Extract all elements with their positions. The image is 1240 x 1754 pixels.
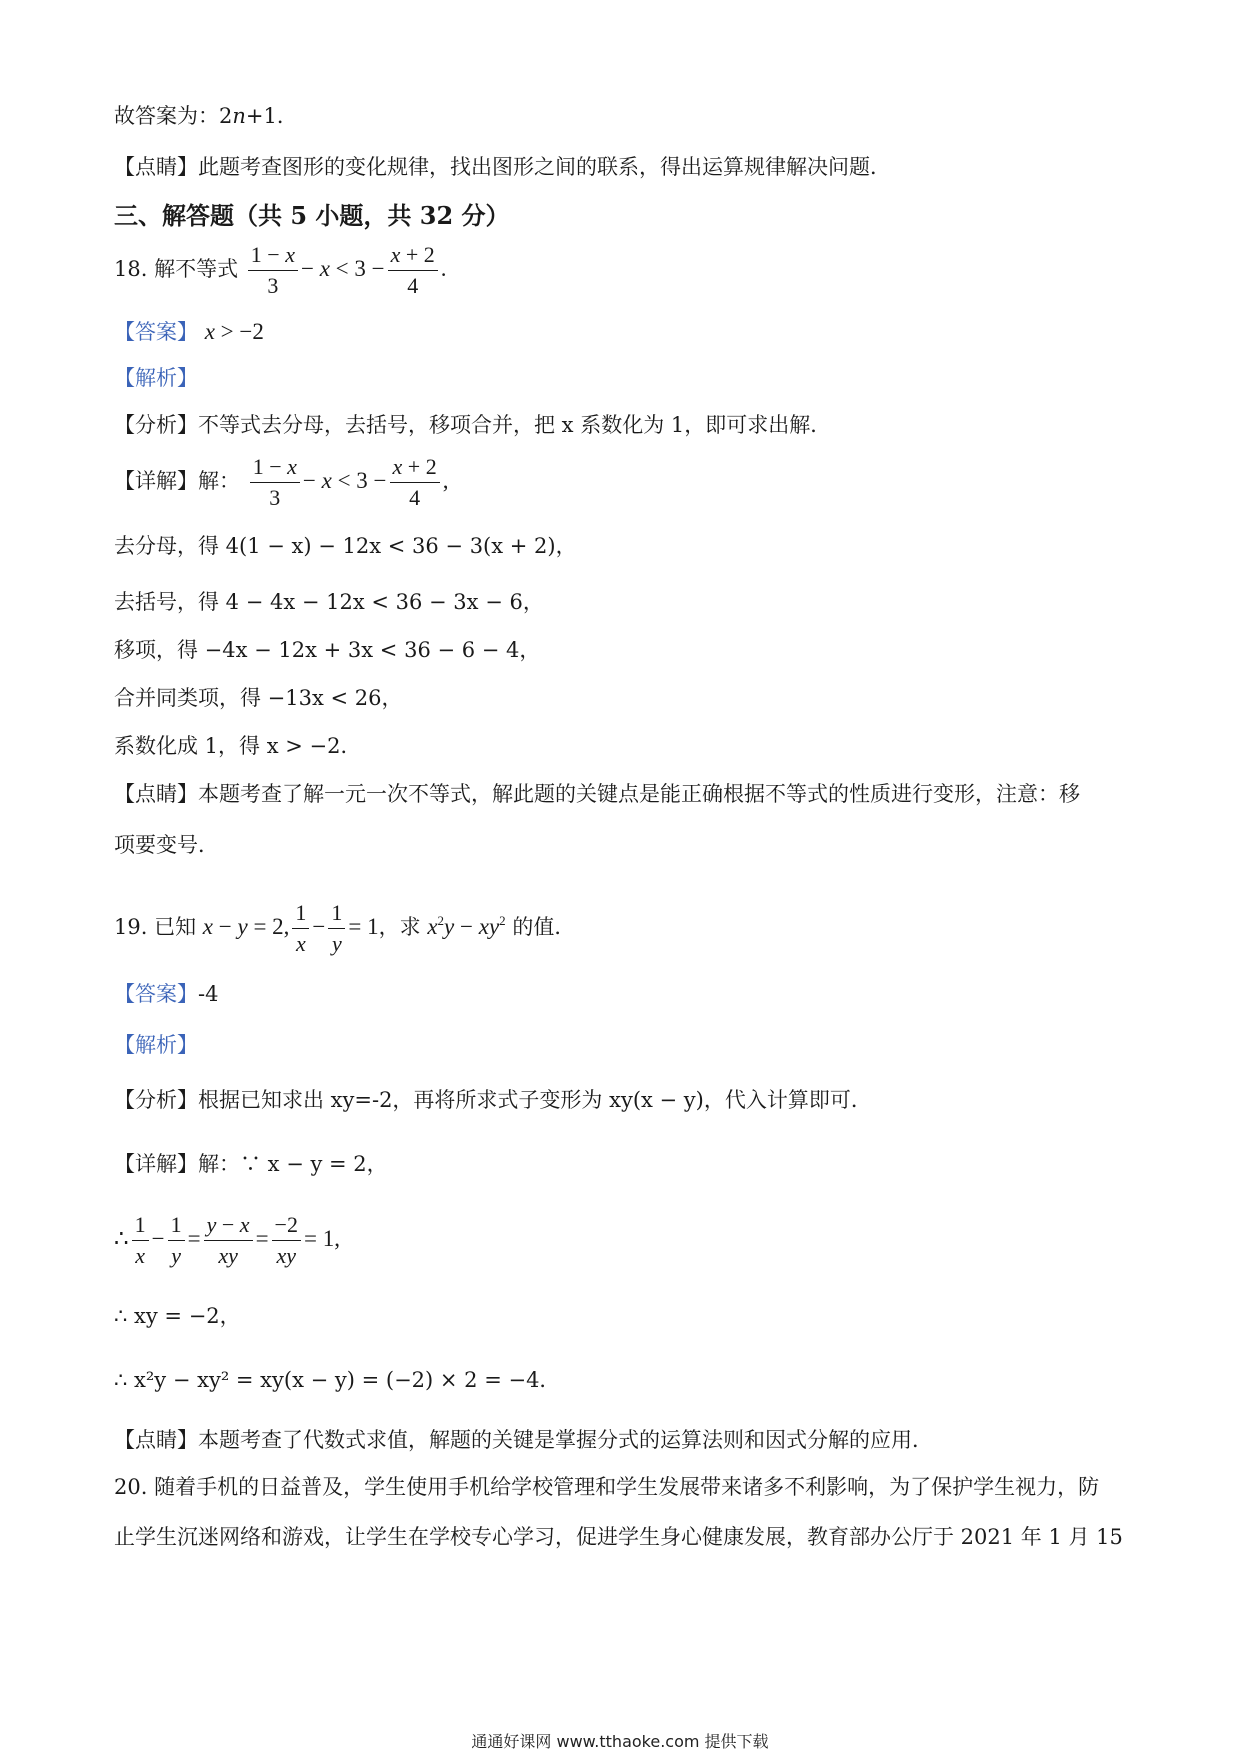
q18-inequality: $\frac{1 - x}{3}$ − x < 3 − $\frac{x + 2}{4}$ . [245,256,447,281]
q18-dianjing-cont: 项要变号． [114,833,219,857]
q19-answer: 【答案】-4 [114,982,219,1006]
q19-step-2: ∴ xy = −2， [114,1304,241,1328]
page-footer: 通通好课网 www.tthaoke.com 提供下载 [471,1732,769,1751]
q19-jiexi: 【解析】 [114,1033,198,1057]
q18-dianjing: 【点睛】本题考查了解一元一次不等式，解此题的关键点是能正确根据不等式的性质进行变形，注意：移 [114,782,1080,806]
q18-step-2: 去括号，得 4 − 4x − 12x < 36 − 3x − 6， [114,590,544,614]
question-20-line-1: 20. 随着手机的日益普及，学生使用手机给学校管理和学生发展带来诸多不利影响，为了保护学生视力，防 [114,1475,1100,1499]
q18-answer: 【答案】 x > −2 [114,319,264,344]
q18-step-5: 系数化成 1，得 x > −2． [114,734,362,758]
question-18: 18. 解不等式 $\frac{1 - x}{3}$ − x < 3 − $\frac{x + 2}{4}$ . [114,242,447,298]
section-title: 三、解答题（共 5 小题，共 32 分） [114,201,510,230]
q18-step-3: 移项，得 −4x − 12x + 3x < 36 − 6 − 4， [114,638,541,662]
q18-xiangjie: 【详解】解： $\frac{1 - x}{3}$ − x < 3 − $\frac{x + 2}{4}$ , [114,454,449,510]
comment-prev: 【点睛】此题考查图形的变化规律，找出图形之间的联系，得出运算规律解决问题． [114,155,891,179]
q19-fenxi: 【分析】根据已知求出 xy=-2，再将所求式子变形为 xy(x − y)，代入计算即可． [114,1088,872,1112]
q18-step-1: 去分母，得 4(1 − x) − 12x < 36 − 3(x + 2)， [114,534,577,558]
q18-fenxi: 【分析】不等式去分母，去括号，移项合并，把 x 系数化为 1，即可求出解． [114,413,832,437]
q18-jiexi: 【解析】 [114,366,198,390]
q18-step-4: 合并同类项，得 −13x < 26， [114,686,403,710]
q19-step-1: ∴ $\frac{1}{x}$ − $\frac{1}{y}$ = $\frac{y - x}{xy}$ = $\frac{-2}{xy}$ = 1, [114,1212,340,1268]
question-20-line-2: 止学生沉迷网络和游戏，让学生在学校专心学习，促进学生身心健康发展，教育部办公厅于 2021 年 1 月 15 [114,1525,1123,1549]
answer-line-prev: 故答案为：2n+1． [114,104,298,128]
q19-step-3: ∴ x²y − xy² = xy(x − y) = (−2) × 2 = −4． [114,1368,561,1392]
q19-dianjing: 【点睛】本题考查了代数式求值，解题的关键是掌握分式的运算法则和因式分解的应用． [114,1428,933,1452]
q19-xiangjie: 【详解】解：∵ x − y = 2， [114,1152,388,1176]
question-19: 19. 已知 x − y = 2, $\frac{1}{x}$ − $\frac{1}{y}$ = 1，求 $x^2y - xy^2$ 的值． [114,900,576,956]
